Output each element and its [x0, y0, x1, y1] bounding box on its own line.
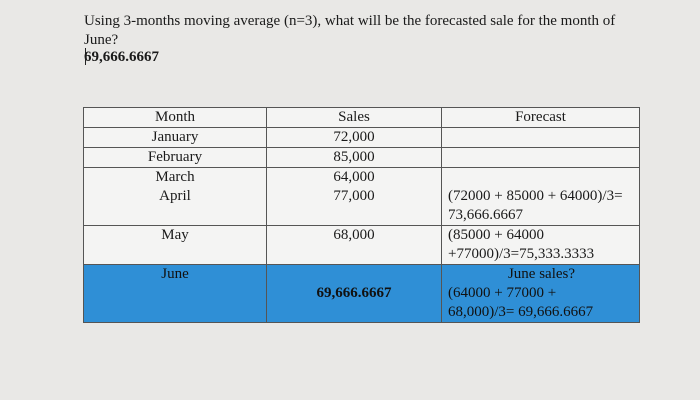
cell-forecast-may: [442, 226, 640, 265]
question-text: Using 3-months moving average (n=3), what will be the forecasted sale for the month of June?: [84, 13, 616, 48]
forecast-may-line2: +77000)/3=75,333.3333: [448, 246, 595, 262]
cell-sales-may: 68,000: [267, 226, 442, 265]
cell-sales: 85,000: [267, 148, 442, 168]
header-sales: Sales: [267, 108, 442, 128]
cell-month: January: [84, 128, 267, 148]
forecast-may-line1: (85000 + 64000: [448, 227, 544, 243]
cell-forecast: [442, 128, 640, 148]
table-row-february: [84, 148, 640, 168]
table-row-january: [84, 128, 640, 148]
forecast-april-line1: (72000 + 85000 + 64000)/3=: [448, 188, 623, 204]
answer-text: 69,666.6667: [84, 49, 159, 65]
cell-month: February: [84, 148, 267, 168]
sales-march: 64,000: [333, 169, 375, 185]
cell-forecast-june: [442, 265, 640, 323]
cell-sales-june: 69,666.6667: [267, 265, 442, 323]
table-header-row: [84, 108, 640, 128]
table-row-march-april: [84, 168, 640, 226]
forecast-june-line2: 68,000)/3= 69,666.6667: [448, 304, 594, 320]
table-row-june: [84, 265, 640, 323]
cell-month: [84, 168, 267, 226]
forecast-june-line1: (64000 + 77000 +: [448, 285, 557, 301]
cell-forecast: [442, 148, 640, 168]
cell-month-june: June: [84, 265, 267, 323]
forecast-table: [83, 107, 640, 323]
header-month: Month: [84, 108, 267, 128]
forecast-april-line2: 73,666.6667: [448, 207, 523, 223]
cell-forecast-april: [442, 168, 640, 226]
cell-sales: 72,000: [267, 128, 442, 148]
cell-sales: [267, 168, 442, 226]
forecast-june-title: June sales?: [507, 266, 576, 282]
header-forecast: Forecast: [442, 108, 640, 128]
month-april: April: [159, 188, 191, 204]
table-row-may: [84, 226, 640, 265]
sales-april: 77,000: [333, 188, 375, 204]
month-march: March: [155, 169, 195, 185]
cell-month-may: May: [84, 226, 267, 265]
